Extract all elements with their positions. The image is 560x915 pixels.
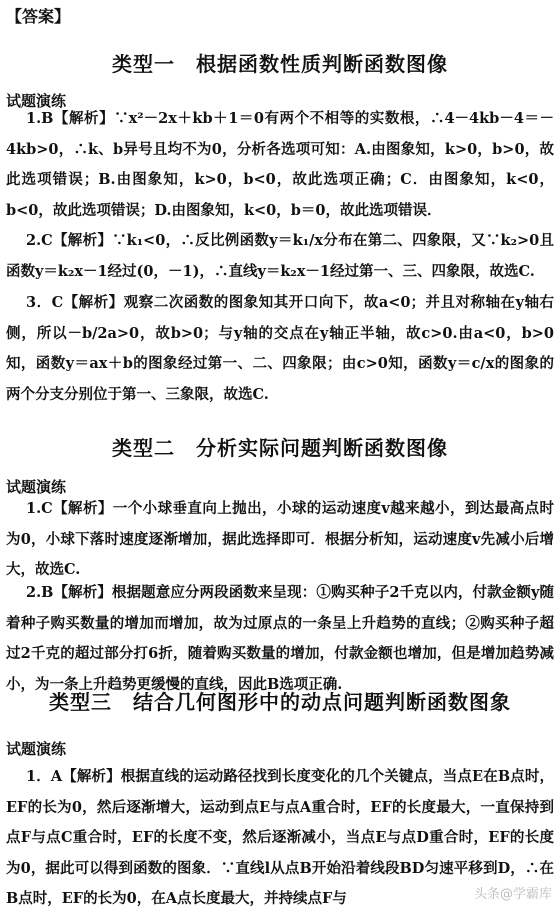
section-2-title: 类型二 分析实际问题判断函数图像 <box>112 436 448 460</box>
section-2-paragraph-2: 2.B【解析】根据题意应分两段函数来呈现：①购买种子2千克以内，付款金额y随着种子购买数量的增加而增加，故为过原点的一条呈上升趋势的直线；②购买种子超过2千克的超过部分打6折，随着购买数量的增加，付款金额也增加，但是增加趋势减小，为一条上升趋势更缓慢的直线，因此B选项正确. <box>6 584 554 693</box>
watermark: 头条@学霸库 <box>474 883 552 902</box>
section-1-paragraph-3: 3．C【解析】观察二次函数的图象知其开口向下，故a<0；并且对称轴在y轴右侧，所以－b/2a>0，故b>0；与y轴的交点在y轴正半轴，故c>0.由a<0，b>0知，函数y＝ax＋b的图象经过第一、二、四象限；由c>0知，函数y＝c/x的图象的两个分支分别位于第一、三象限，故选C. <box>6 294 554 403</box>
section-3-practice-label: 试题演练 <box>6 740 67 758</box>
section-1-paragraph-2: 2.C【解析】∵k₁<0，∴反比例函数y＝k₁/x分布在第二、四象限，又∵k₂>0且函数y＝k₂x－1经过(0，－1)，∴直线y＝k₂x－1经过第一、三、四象限，故选C. <box>6 232 554 280</box>
section-1-practice-label: 试题演练 <box>6 92 67 110</box>
answer-tag: 【答案】 <box>6 7 71 26</box>
section-3-title: 类型三 结合几何图形中的动点问题判断函数图象 <box>49 690 511 714</box>
section-1-paragraph-1: 1.B【解析】∵x²－2x＋kb＋1＝0有两个不相等的实数根，∴4－4kb－4＝－4kb>0，∴k、b异号且均不为0，分析各选项可知：A.由图象知，k>0，b>0，故此选项错误；B.由图象知，k>0，b<0，故此选项正确；C．由图象知，k<0，b<0，故此选项错误；D.由图象知，k<0，b＝0，故此选项错误． <box>6 110 554 219</box>
section-2-practice-label: 试题演练 <box>6 478 67 496</box>
section-3-paragraph-1: 1．A【解析】根据直线的运动路径找到长度变化的几个关键点，当点E在B点时，EF的长为0，然后逐渐增大，运动到点E与点A重合时，EF的长度最大，一直保持到点F与点C重合时，EF的长度不变，然后逐渐减小，当点E与点D重合时，EF的长度为0，据此可以得到函数的图象．∵直线l从点B开始沿着线段BD匀速平移到D，∴在B点时，EF的长为0，在A点长度最大，并持续点F与 <box>6 768 554 907</box>
section-2-paragraph-1: 1.C【解析】一个小球垂直向上抛出，小球的运动速度v越来越小，到达最高点时为0，小球下落时速度逐渐增加，据此选择即可．根据分析知，运动速度v先减小后增大，故选C. <box>6 500 554 578</box>
section-1-title: 类型一 根据函数性质判断函数图像 <box>112 52 448 76</box>
